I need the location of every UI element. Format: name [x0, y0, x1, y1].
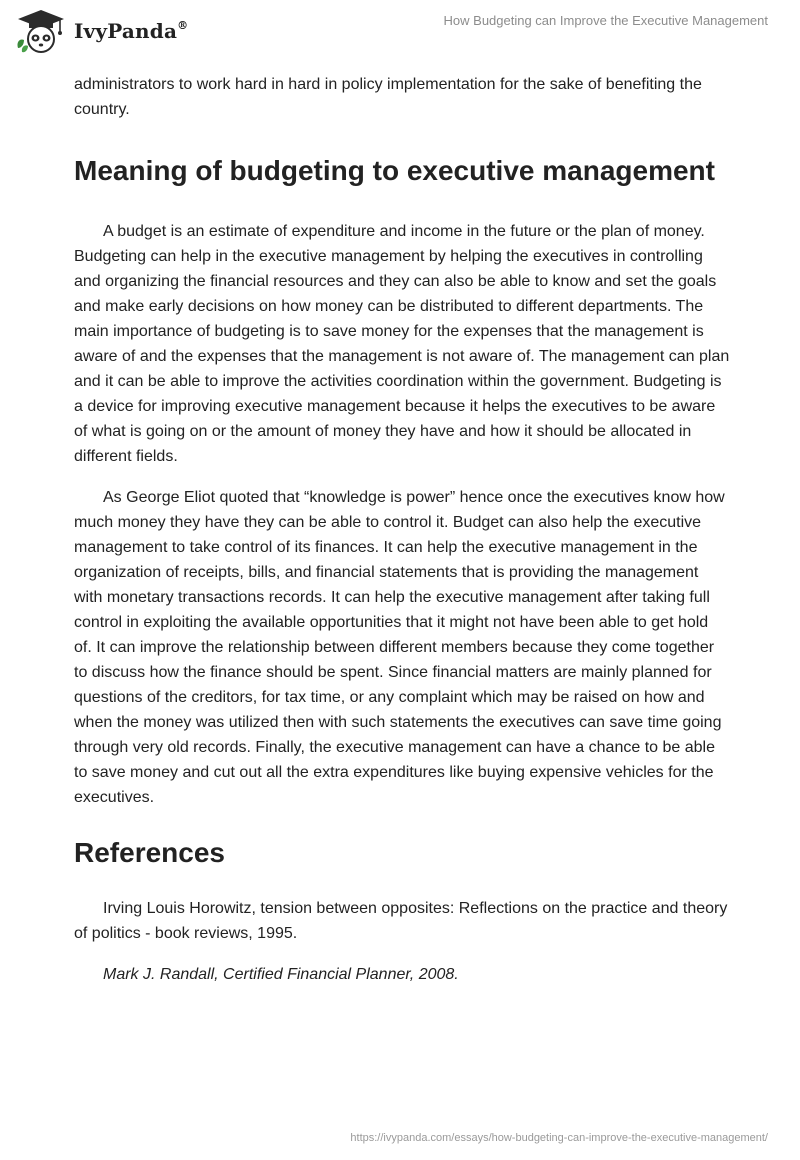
brand-name: IvyPanda® [74, 19, 189, 43]
reference-entry: Mark J. Randall, Certified Financial Planner, 2008. [103, 966, 459, 983]
ivypanda-logo[interactable] [14, 8, 188, 54]
page-url[interactable]: https://ivypanda.com/essays/how-budgeting-can-improve-the-executive-management/ [350, 1132, 768, 1144]
page-header [0, 0, 800, 60]
panda-graduate-icon [14, 8, 68, 54]
essay-body [74, 70, 730, 987]
document-title: How Budgeting can Improve the Executive Management [443, 13, 768, 28]
intro-paragraph-tail: administrators to work hard in hard in policy implementation for the sake of benefiting the country. [74, 76, 702, 118]
reference-entry: Irving Louis Horowitz, tension between opposites: Reflections on the practice and theory of politics - book reviews, 1995. [74, 900, 728, 942]
references-heading: References [74, 837, 225, 868]
body-paragraph: As George Eliot quoted that “knowledge is power” hence once the executives know how much money they have they can be able to control it. Budget can also help the executive management to take control of its finances. It can help the executive management in the organization of receipts, bills, and financial statements that is providing the management with monetary transactions records. It can help the executive management after taking full control in exploiting the available opportunities that it might not have been able to get hold of. It can improve the relationship between different members because they come together to discuss how the finance should be spent. Since financial matters are mainly planned for questions of the creditors, for tax time, or any complaint which may be raised on how and when the money was utilized then with such statements the executives can save time going through very old records. Finally, the executive management can have a chance to be able to save money and cut out all the extra expenditures like buying expensive vehicles for the executives. [74, 489, 725, 806]
body-paragraph: A budget is an estimate of expenditure and income in the future or the plan of money. Budgeting can help in the executive management by helping the executives in controlling and organizing the financial resources and they can also be able to know and set the goals and make early decisions on how money can be distributed to different departments. The main importance of budgeting is to save money for the expenses that the management is aware of and the expenses that the management is not aware of. The management can plan and it can be able to improve the activities coordination within the government. Budgeting is a device for improving executive management because it helps the executives to be aware of what is going on or the amount of money they have and how it should be allocated in different fields. [74, 223, 730, 465]
section-heading-budgeting-meaning: Meaning of budgeting to executive management [74, 155, 715, 186]
